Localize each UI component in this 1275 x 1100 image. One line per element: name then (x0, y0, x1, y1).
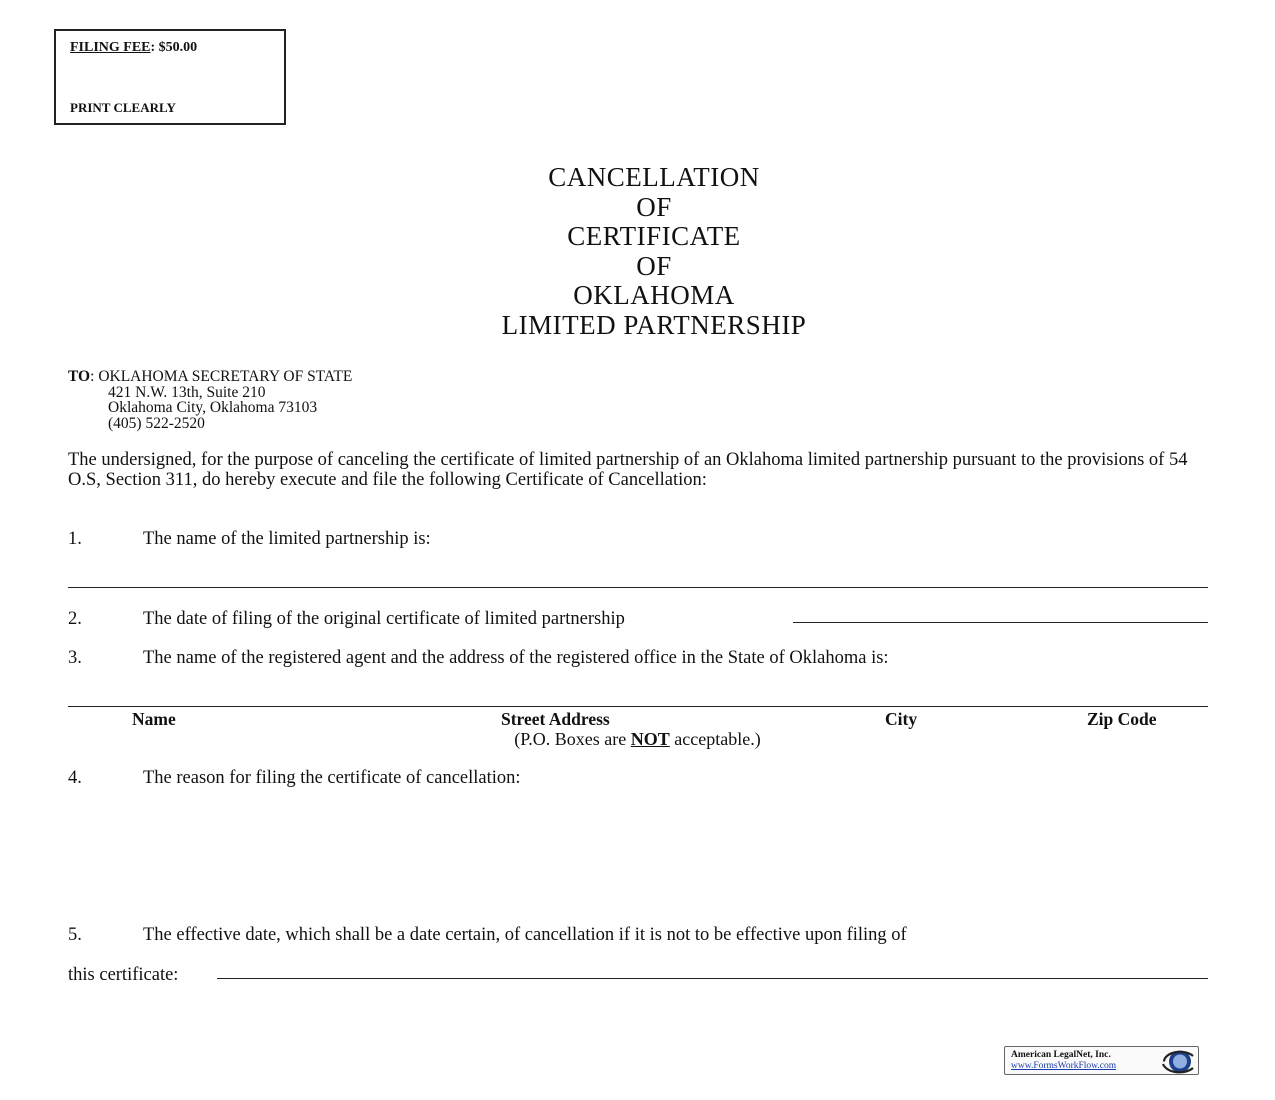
item-number: 4. (68, 768, 82, 788)
item-number: 2. (68, 609, 82, 629)
print-clearly-note: PRINT CLEARLY (70, 100, 176, 115)
american-legalnet-logo (1004, 1046, 1199, 1075)
document-title (0, 163, 1275, 340)
item-text: The reason for filing the certificate of cancellation: (143, 768, 521, 788)
to-label: TO (68, 368, 91, 385)
addressee-office: OKLAHOMA SECRETARY OF STATE (98, 368, 353, 385)
original-filing-date-field[interactable] (793, 622, 1208, 623)
po-box-note (0, 729, 1275, 750)
item-5-continuation: this certificate: (68, 965, 179, 985)
column-name: Name (132, 709, 176, 729)
item-text: The effective date, which shall be a date certain, of cancellation if it is not to be effective upon filing of (143, 925, 907, 945)
addressee-street: 421 N.W. 13th, Suite 210 (108, 383, 266, 401)
to-colon: : (90, 368, 95, 385)
item-text: The name of the registered agent and the address of the registered office in the State of Oklahoma is: (143, 648, 889, 668)
filing-fee-box (54, 29, 286, 125)
globe-icon (1157, 1048, 1195, 1080)
title-line: OKLAHOMA (573, 280, 735, 310)
addressee-city: Oklahoma City, Oklahoma 73103 (108, 399, 318, 416)
cancellation-reason-area[interactable] (68, 795, 1208, 915)
po-box-note-emphasis: NOT (630, 729, 670, 749)
column-zip-code: Zip Code (1087, 709, 1157, 729)
filing-fee-label: FILING FEE (70, 40, 151, 55)
title-line: LIMITED PARTNERSHIP (501, 309, 807, 340)
item-text: The date of filing of the original certificate of limited partnership (143, 609, 625, 629)
intro-paragraph: The undersigned, for the purpose of canceling the certificate of limited partnership of an Oklahoma limited partnership pursuant to the provisions of 54 O.S, Section 311, do hereby execute and file the following Certificate of Cancellation: (68, 450, 1188, 490)
title-line: OF (636, 191, 672, 222)
column-street-address: Street Address (501, 709, 610, 729)
logo-company-name: American LegalNet, Inc. (1011, 1050, 1111, 1060)
effective-date-field[interactable] (217, 978, 1208, 979)
addressee-block (68, 369, 352, 431)
item-number: 3. (68, 648, 82, 668)
title-line: CANCELLATION (548, 162, 760, 192)
item-number: 5. (68, 925, 82, 945)
item-number: 1. (68, 529, 82, 549)
title-line: CERTIFICATE (567, 221, 741, 251)
po-box-note-pre: (P.O. Boxes are (514, 729, 631, 749)
filing-fee-line (70, 40, 197, 56)
item-text: The name of the limited partnership is: (143, 529, 431, 549)
addressee-phone: (405) 522-2520 (108, 414, 205, 432)
partnership-name-field[interactable] (68, 587, 1208, 588)
filing-fee-amount: : $50.00 (150, 40, 198, 55)
title-line: OF (636, 250, 672, 281)
column-city: City (885, 709, 918, 729)
po-box-note-post: acceptable.) (669, 729, 761, 749)
registered-agent-field[interactable] (68, 706, 1208, 707)
logo-website-link[interactable]: www.FormsWorkFlow.com (1011, 1061, 1117, 1071)
